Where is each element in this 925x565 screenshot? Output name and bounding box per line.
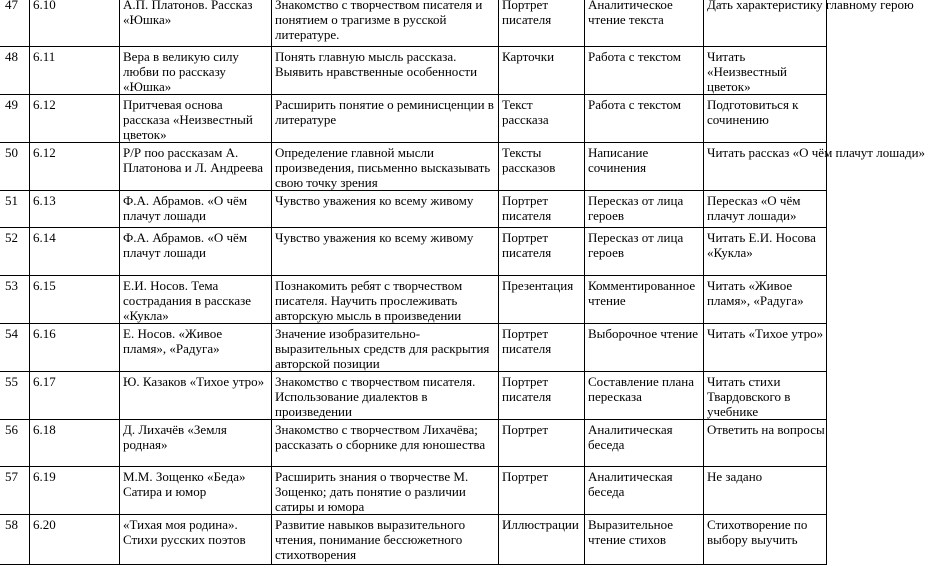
homework: Читать стихи Твардовского в учебнике [704, 372, 827, 420]
activity-type: Пересказ от лица героев [585, 191, 704, 228]
visual-aids: Портрет писателя [499, 0, 585, 47]
homework: Дать характеристику главному герою [704, 0, 827, 47]
activity-type: Составление плана пересказа [585, 372, 704, 420]
homework: Читать Е.И. Носова «Кукла» [704, 228, 827, 276]
lesson-topic: «Тихая моя родина». Стихи русских поэтов [120, 515, 272, 565]
lesson-number: 6.20 [30, 515, 120, 565]
lesson-number: 6.16 [30, 324, 120, 372]
visual-aids: Портрет [499, 420, 585, 467]
table-row [0, 191, 827, 228]
homework: Ответить на вопросы [704, 420, 827, 467]
table-row [0, 47, 827, 95]
visual-aids: Портрет писателя [499, 324, 585, 372]
table-row [0, 228, 827, 276]
visual-aids: Портрет писателя [499, 372, 585, 420]
lesson-topic: Р/Р поо рассказам А. Платонова и Л. Андреева [120, 143, 272, 191]
lesson-topic: Е.И. Носов. Тема сострадания в рассказе «Кукла» [120, 276, 272, 324]
lesson-number: 6.11 [30, 47, 120, 95]
lesson-number: 6.19 [30, 467, 120, 515]
lesson-goal: Понять главную мысль рассказа. Выявить нравственные особенности [272, 47, 499, 95]
activity-type: Комментированное чтение [585, 276, 704, 324]
row-number: 58 [0, 515, 30, 565]
lesson-goal: Развитие навыков выразительного чтения, понимание бессюжетного стихотворения [272, 515, 499, 565]
lesson-number: 6.13 [30, 191, 120, 228]
homework: Читать «Неизвестный цветок» [704, 47, 827, 95]
activity-type: Аналитическая беседа [585, 420, 704, 467]
lesson-number: 6.18 [30, 420, 120, 467]
activity-type: Аналитическая беседа [585, 467, 704, 515]
visual-aids: Тексты рассказов [499, 143, 585, 191]
lesson-number: 6.14 [30, 228, 120, 276]
activity-type: Пересказ от лица героев [585, 228, 704, 276]
lesson-goal: Познакомить ребят с творчеством писателя. Научить прослеживать авторскую мысль в произведении [272, 276, 499, 324]
lesson-topic: Ф.А. Абрамов. «О чём плачут лошади [120, 228, 272, 276]
lesson-number: 6.10 [30, 0, 120, 47]
activity-type: Выразительное чтение стихов [585, 515, 704, 565]
table-row [0, 276, 827, 324]
lesson-goal: Знакомство с творчеством Лихачёва; рассказать о сборнике для юношества [272, 420, 499, 467]
row-number: 49 [0, 95, 30, 143]
homework: Не задано [704, 467, 827, 515]
visual-aids: Портрет [499, 467, 585, 515]
lesson-goal: Расширить знания о творчестве М. Зощенко; дать понятие о различии сатиры и юмора [272, 467, 499, 515]
lesson-topic: Вера в великую силу любви по рассказу «Юшка» [120, 47, 272, 95]
lesson-number: 6.12 [30, 143, 120, 191]
homework: Читать «Живое пламя», «Радуга» [704, 276, 827, 324]
row-number: 53 [0, 276, 30, 324]
visual-aids: Текст рассказа [499, 95, 585, 143]
lesson-number: 6.15 [30, 276, 120, 324]
activity-type: Работа с текстом [585, 47, 704, 95]
lesson-goal: Знакомство с творчеством писателя и понятием о трагизме в русской литературе. [272, 0, 499, 47]
activity-type: Аналитическое чтение текста [585, 0, 704, 47]
row-number: 52 [0, 228, 30, 276]
lesson-goal: Значение изобразительно-выразительных средств для раскрытия авторской позиции [272, 324, 499, 372]
row-number: 51 [0, 191, 30, 228]
table-row [0, 467, 827, 515]
table-row [0, 143, 827, 191]
table-row [0, 0, 827, 47]
homework: Читать рассказ «О чём плачут лошади» [704, 143, 827, 191]
row-number: 54 [0, 324, 30, 372]
row-number: 47 [0, 0, 30, 47]
visual-aids: Презентация [499, 276, 585, 324]
lesson-number: 6.12 [30, 95, 120, 143]
visual-aids: Портрет писателя [499, 191, 585, 228]
lesson-number: 6.17 [30, 372, 120, 420]
visual-aids: Карточки [499, 47, 585, 95]
homework: Пересказ «О чём плачут лошади» [704, 191, 827, 228]
lesson-goal: Чувство уважения ко всему живому [272, 191, 499, 228]
visual-aids: Портрет писателя [499, 228, 585, 276]
lesson-topic: Д. Лихачёв «Земля родная» [120, 420, 272, 467]
homework: Подготовиться к сочинению [704, 95, 827, 143]
lesson-topic: М.М. Зощенко «Беда» Сатира и юмор [120, 467, 272, 515]
row-number: 50 [0, 143, 30, 191]
row-number: 48 [0, 47, 30, 95]
lesson-goal: Знакомство с творчеством писателя. Использование диалектов в произведении [272, 372, 499, 420]
activity-type: Написание сочинения [585, 143, 704, 191]
lesson-topic: Ф.А. Абрамов. «О чём плачут лошади [120, 191, 272, 228]
lesson-goal: Определение главной мысли произведения, письменно высказывать свою точку зрения [272, 143, 499, 191]
visual-aids: Иллюстрации [499, 515, 585, 565]
activity-type: Выборочное чтение [585, 324, 704, 372]
activity-type: Работа с текстом [585, 95, 704, 143]
lesson-topic: Притчевая основа рассказа «Неизвестный цветок» [120, 95, 272, 143]
row-number: 57 [0, 467, 30, 515]
table-row [0, 95, 827, 143]
lesson-topic: Е. Носов. «Живое пламя», «Радуга» [120, 324, 272, 372]
lesson-goal: Расширить понятие о реминисценции в литературе [272, 95, 499, 143]
lesson-topic: А.П. Платонов. Рассказ «Юшка» [120, 0, 272, 47]
table-row [0, 515, 827, 565]
table-row [0, 372, 827, 420]
lesson-goal: Чувство уважения ко всему живому [272, 228, 499, 276]
row-number: 56 [0, 420, 30, 467]
row-number: 55 [0, 372, 30, 420]
table-row [0, 324, 827, 372]
table-row [0, 420, 827, 467]
homework: Стихотворение по выбору выучить [704, 515, 827, 565]
homework: Читать «Тихое утро» [704, 324, 827, 372]
lesson-topic: Ю. Казаков «Тихое утро» [120, 372, 272, 420]
